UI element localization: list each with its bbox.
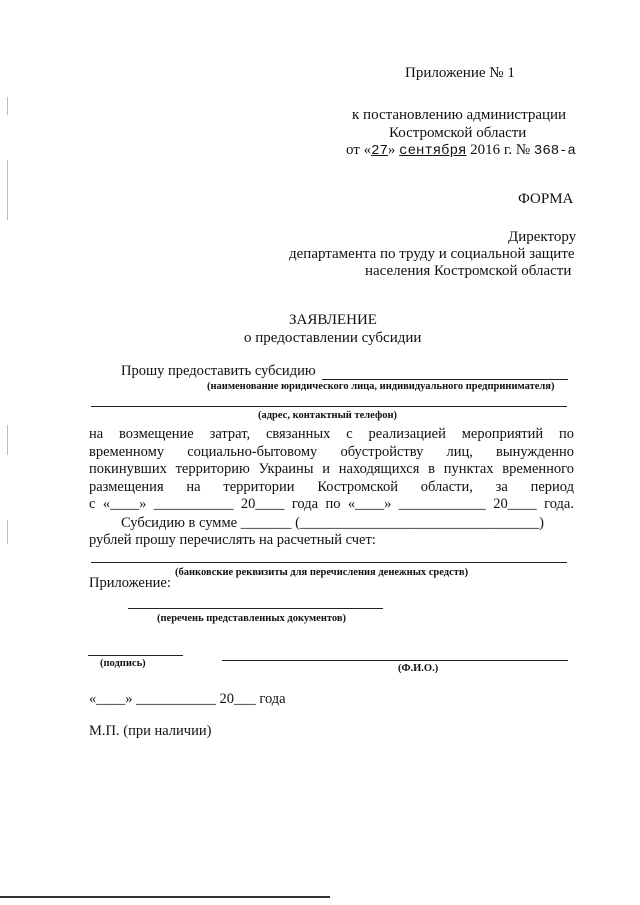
date-month: сентября [399, 143, 467, 159]
paragraph-line: размещения на территории Костромской области, за период [89, 478, 574, 495]
paragraph-line: покинувших территорию Украины и находящихся в пунктах временного [89, 461, 574, 478]
scan-mark [7, 97, 8, 115]
stamp-note: М.П. (при наличии) [89, 723, 212, 739]
region-name: Костромской области [389, 125, 527, 141]
bank-details-field[interactable] [91, 562, 567, 563]
address-phone-caption: (адрес, контактный телефон) [258, 410, 398, 421]
transfer-account-line: рублей прошу перечислять на расчетный счет: [89, 532, 376, 548]
addressee-line-2: департамента по труду и социальной защите [289, 246, 575, 262]
entity-name-caption: (наименование юридического лица, индивидуального предпринимателя) [207, 381, 555, 392]
document-subtitle: о предоставлении субсидии [244, 330, 422, 346]
documents-list-field[interactable] [128, 608, 383, 609]
subsidy-amount-line: Субсидию в сумме _______ (_________________________________) [121, 515, 545, 531]
documents-list-caption: (перечень представленных документов) [157, 613, 347, 624]
scan-mark [7, 160, 8, 220]
scan-mark [7, 425, 8, 455]
resolution-date: от «27» сентября 2016 г. № 368-а [346, 142, 576, 159]
date-day: 27 [371, 143, 388, 159]
signature-caption: (подпись) [100, 658, 146, 669]
paragraph-line: на возмещение затрат, связанных с реализацией мероприятий по [89, 426, 574, 442]
bank-details-caption: (банковские реквизиты для перечисления денежных средств) [175, 567, 469, 578]
appendix-number: Приложение № 1 [405, 65, 515, 81]
signature-field[interactable] [88, 655, 183, 656]
request-label: Прошу предоставить субсидию [121, 363, 316, 379]
form-label: ФОРМА [518, 191, 574, 207]
signing-date-line: «____» ___________ 20___ года [89, 691, 286, 707]
full-name-field[interactable] [222, 660, 568, 661]
addressee-line-1: Директору [508, 229, 577, 245]
addressee-line-3: населения Костромской области [365, 263, 572, 279]
attachment-label: Приложение: [89, 575, 171, 591]
resolution-reference: к постановлению администрации [352, 107, 567, 123]
entity-name-field[interactable] [322, 379, 568, 380]
address-phone-field[interactable] [91, 406, 567, 407]
paragraph-line: временному социально-бытовому обустройству лиц, вынужденно [89, 443, 574, 460]
page-bottom-edge [0, 896, 330, 898]
full-name-caption: (Ф.И.О.) [398, 663, 439, 674]
request-paragraph [89, 426, 574, 514]
document-title: ЗАЯВЛЕНИЕ [289, 312, 377, 328]
period-line: с «____» ___________ 20____ года по «____» ____________ 20____ года. [89, 496, 574, 513]
scan-mark [7, 520, 8, 544]
date-number: 368-а [533, 143, 576, 159]
